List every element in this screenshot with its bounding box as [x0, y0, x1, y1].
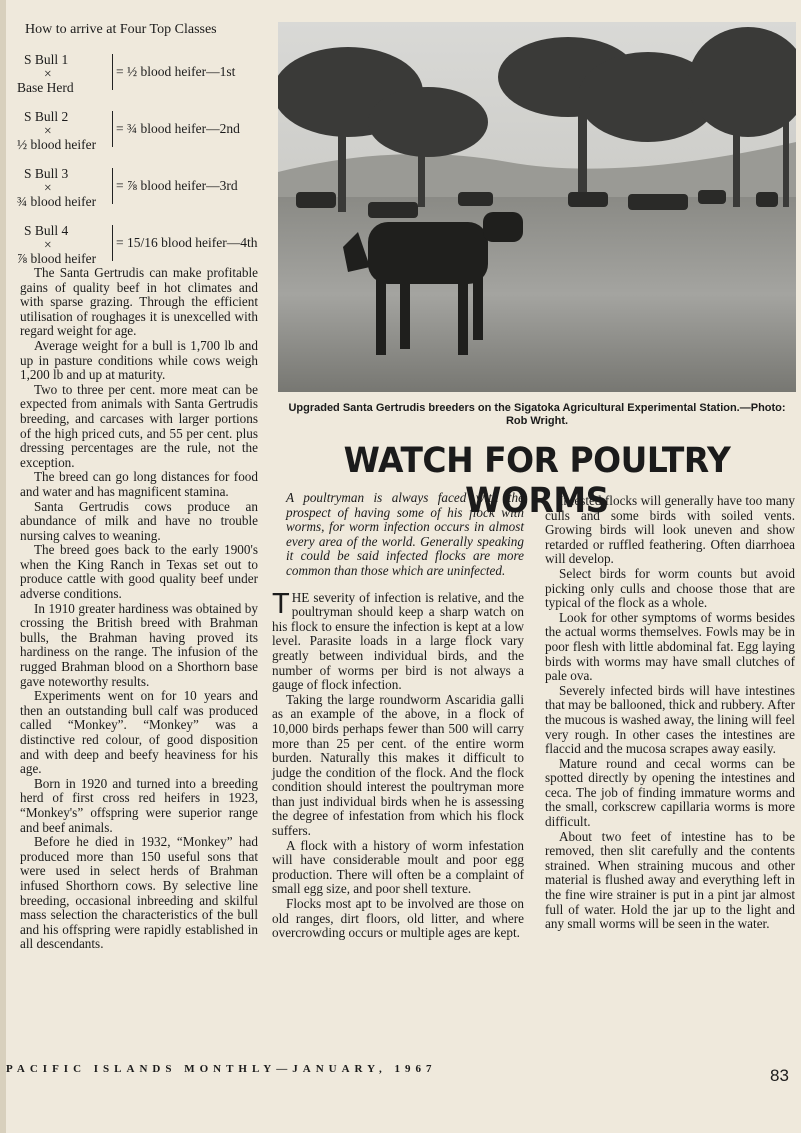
- cattle-photo: [278, 22, 796, 392]
- breeding-step: [17, 52, 258, 109]
- breeding-table-title: How to arrive at Four Top Classes: [25, 22, 217, 37]
- paragraph: Before he died in 1932, “Monkey” had produced more than 150 useful sons that were used in select herds of Brahman infused Shorthorn cows. By selective line breeding, occasional inbreeding and skilful mass selection the characteristics of the bull and his offspring were rapidly established in all descendants.: [20, 834, 258, 952]
- breeding-cross: ×: [44, 66, 52, 81]
- page-edge: [0, 0, 6, 1133]
- breeding-step: [17, 166, 258, 223]
- paragraph: Infested flocks will generally have too many culls and some birds with soiled vents. Growing birds will look uneven and show retarded or ruffled feathering. Often diarrhoea will develop.: [545, 493, 795, 567]
- paragraph: Flocks most apt to be involved are those on old ranges, dirt floors, old litter, and where overcrowding occurs or multiple ages are kept.: [272, 896, 524, 941]
- breeding-bracket: [102, 54, 113, 90]
- drop-cap: T: [272, 587, 290, 620]
- cattle-article-text: [20, 266, 258, 952]
- article-intro: A poultryman is always faced with the prospect of having some of his flock with worms, for worm infection occurs in almost every area of the world. Generally speaking it could be said infected flocks are more common than those which are uninfected.: [286, 490, 524, 578]
- paragraph: Santa Gertrudis cows produce an abundance of milk and have no trouble nursing calves to weaning.: [20, 498, 258, 543]
- breeding-sire: S Bull 4: [24, 223, 69, 238]
- paragraph: The breed can go long distances for food and water and has magnificent stamina.: [20, 469, 258, 499]
- paragraph: Born in 1920 and turned into a breeding herd of first cross red heifers in 1923, “Monkey's” offspring were superior range and beef animals.: [20, 775, 258, 835]
- publication-footer: PACIFIC ISLANDS MONTHLY—JANUARY, 1967: [6, 1063, 437, 1075]
- paragraph: Select birds for worm counts but avoid picking only culls and choose those that are typical of the flock as a whole.: [545, 565, 795, 611]
- paragraph: About two feet of intestine has to be removed, then slit carefully and the contents strained. When straining mucous and other material is flushed away and everything left in the fine wire strainer is put in a pint jar almost full of water. Hold the jar up to the light and any small worms will be seen in the water.: [545, 828, 795, 932]
- paragraph: Severely infected birds will have intestines that may be ballooned, thick and rubbery. After the mucous is washed away, the lining will feel very rough. In other cases the intestines are flaccid and the mucosa scrapes away easily.: [545, 682, 795, 757]
- paragraph: The Santa Gertrudis can make profitable gains of quality beef in hot climates and with sparse grazing. Through the efficient utilisation of roughages it is unexcelled with regard weight for age.: [20, 265, 258, 339]
- left-column: [17, 22, 258, 952]
- breeding-dam: ¾ blood heifer: [17, 194, 97, 209]
- breeding-dam: ⅞ blood heifer: [17, 251, 97, 266]
- article-column-right: [545, 494, 795, 932]
- breeding-dam: ½ blood heifer: [17, 137, 97, 152]
- breeding-table: [17, 52, 258, 280]
- breeding-result: = ½ blood heifer—1st: [116, 64, 236, 79]
- paragraph: Taking the large roundworm Ascaridia galli as an example of the above, in a flock of 10,000 birds perhaps fewer than 500 will carry more than 25 per cent. of the entire worm burden. Naturally this makes it difficult to judge the condition of the flock. And the flock condition should interest the poultryman more than just individual birds when he is assessing the degree of infestation from which his flock suffers.: [272, 691, 524, 839]
- paragraph: [272, 587, 524, 693]
- article-headline: WATCH FOR POULTRY WORMS: [343, 441, 731, 521]
- paragraph: A flock with a history of worm infestation will have considerable moult and poor egg production. There will often be a complaint of small egg size, and poor shell texture.: [272, 837, 524, 897]
- breeding-bracket: [102, 111, 113, 147]
- paragraph: Two to three per cent. more meat can be expected from animals with Santa Gertrudis breeding, and carcases with larger portions of the high priced cuts, and 55 per cent. plus dressing percentages are the rule, not the exception.: [20, 381, 258, 470]
- paragraph: Average weight for a bull is 1,700 lb and up in pasture conditions while cows weigh 1,200 lb and up at maturity.: [20, 337, 258, 383]
- first-paragraph-text: HE severity of infection is relative, and the poultryman should keep a sharp watch on his flock to ensure the infection is kept at a low level. Parasite loads in a large flock vary greatly between individual birds, and the number of worms per bird is not always a gauge of flock infection.: [272, 589, 524, 693]
- photo-caption: Upgraded Santa Gertrudis breeders on the Sigatoka Agricultural Experimental Station.—Photo: Rob Wright.: [288, 402, 786, 427]
- article-column-middle: [272, 491, 524, 941]
- breeding-step: [17, 109, 258, 166]
- breeding-dam: Base Herd: [17, 80, 74, 95]
- breeding-cross: ×: [44, 123, 52, 138]
- breeding-cross: ×: [44, 180, 52, 195]
- paragraph: Mature round and cecal worms can be spotted directly by opening the intestines and ceca. The job of finding immature worms and the small, corkscrew capillaria worms is more difficult.: [545, 755, 795, 830]
- article-text-middle: [272, 587, 524, 941]
- breeding-cross: ×: [44, 237, 52, 252]
- breeding-result: = ¾ blood heifer—2nd: [116, 121, 240, 136]
- breeding-bracket: [102, 168, 113, 204]
- breeding-sire: S Bull 3: [24, 166, 69, 181]
- paragraph: Experiments went on for 10 years and then an outstanding bull calf was produced called “Monkey”. “Monkey” was a distinctive red colour, of good disposition and with deep and beefy heaviness for his age.: [20, 688, 258, 777]
- breeding-step: [17, 223, 258, 280]
- breeding-result: = 15/16 blood heifer—4th: [116, 235, 258, 250]
- article-text-right: [545, 494, 795, 932]
- paragraph: Look for other symptoms of worms besides the actual worms themselves. Fowls may be in poor flesh with little abdominal fat. Egg laying birds with worms may have small clutches of pale ova.: [545, 609, 795, 684]
- paragraph: In 1910 greater hardiness was obtained by crossing the British breed with Brahman bulls, the Brahman having proved its hardiness on the range. The infusion of the rugged Brahman blood on a Shorthorn base gave noteworthy results.: [20, 600, 258, 689]
- breeding-bracket: [102, 225, 113, 261]
- breeding-sire: S Bull 2: [24, 109, 69, 124]
- paragraph: The breed goes back to the early 1900's when the King Ranch in Texas set out to produce cattle with good quality beef under adverse conditions.: [20, 542, 258, 602]
- page-number: 83: [770, 1066, 789, 1085]
- breeding-result: = ⅞ blood heifer—3rd: [116, 178, 238, 193]
- breeding-sire: S Bull 1: [24, 52, 69, 67]
